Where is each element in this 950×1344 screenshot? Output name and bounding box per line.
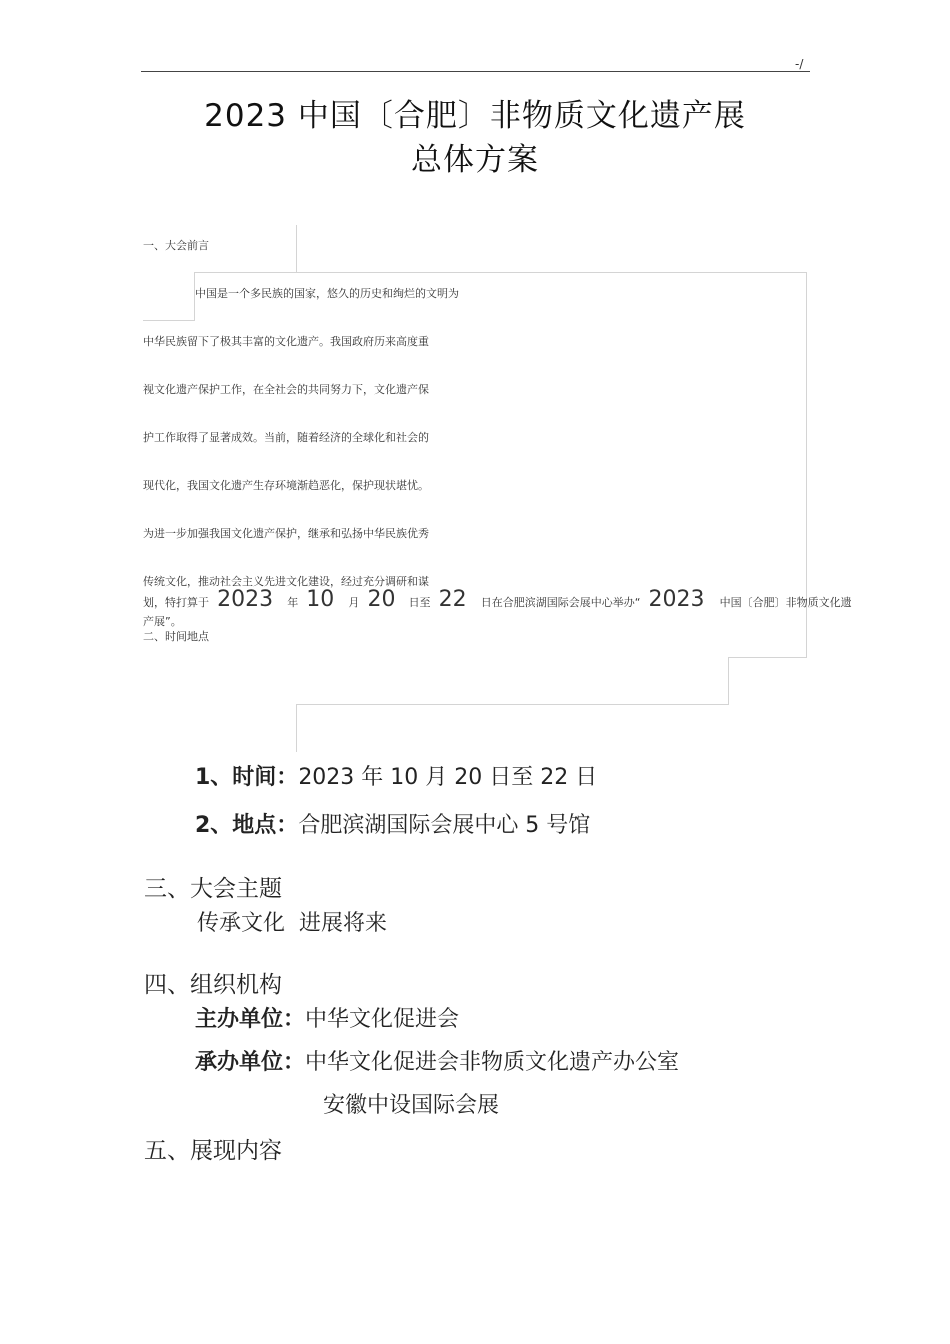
frame-line (296, 704, 729, 705)
place-value: 合肥滨湖国际会展中心 5 号馆 (298, 813, 591, 838)
paragraph-line: 护工作取得了显著成效。当前，随着经济的全球化和社会的 (143, 431, 429, 444)
paragraph-line: 视文化遗产保护工作，在全社会的共同努力下，文化遗产保 (143, 383, 429, 396)
plan-day-end: 22 (438, 587, 467, 612)
plan-text: 划，特打算于 (143, 596, 209, 609)
host-value: 中华文化促进会 (305, 1007, 460, 1032)
frame-line (143, 320, 195, 321)
page-corner-mark: -/ (795, 57, 804, 71)
frame-line (728, 657, 807, 658)
time-row (195, 760, 597, 791)
header-rule (141, 71, 810, 72)
organizer-value-2: 安徽中设国际会展 (323, 1093, 500, 1118)
frame-line (296, 225, 297, 272)
plan-text: 日至 (408, 596, 431, 609)
section-heading-preface: 一、大会前言 (143, 239, 209, 252)
plan-year-2: 2023 (648, 587, 705, 612)
time-label: 1、时间： (195, 765, 299, 790)
organizer-row (195, 1045, 679, 1076)
host-row (195, 1002, 459, 1033)
plan-month: 10 (306, 587, 335, 612)
document-subtitle: 总体方案 (411, 142, 539, 178)
place-label: 2、地点： (195, 813, 299, 838)
plan-day-start: 20 (367, 587, 396, 612)
section-heading-content: 五、展现内容 (144, 1138, 282, 1164)
paragraph-line: 现代化，我国文化遗产生存环境渐趋恶化，保护现状堪忧。 (143, 479, 429, 492)
plan-text: 日在合肥滨湖国际会展中心举办“ (480, 596, 641, 609)
time-value: 2023 年 10 月 20 日至 22 日 (298, 765, 598, 790)
plan-text: 月 (348, 596, 360, 609)
plan-line-tail: 产展”。 (143, 615, 182, 628)
organizer-label: 承办单位： (195, 1050, 306, 1075)
section-heading-time-place: 二、时间地点 (143, 630, 209, 643)
paragraph-line: 传统文化，推动社会主义先进文化建设，经过充分调研和谋 (143, 575, 429, 588)
section-heading-organization: 四、组织机构 (144, 972, 282, 998)
section-heading-theme: 三、大会主题 (144, 876, 282, 902)
frame-line (296, 704, 297, 752)
frame-line (194, 272, 807, 273)
plan-year: 2023 (217, 587, 274, 612)
plan-line (143, 587, 852, 612)
frame-line (728, 657, 729, 704)
plan-text: 中国〔合肥〕非物质文化遗 (719, 596, 852, 609)
theme-text: 传承文化 进展将来 (197, 911, 387, 936)
plan-text: 年 (287, 596, 299, 609)
paragraph-line: 中华民族留下了极其丰富的文化遗产。我国政府历来高度重 (143, 335, 429, 348)
document-title: 2023 中国〔合肥〕非物质文化遗产展 (204, 98, 746, 134)
place-row (195, 808, 590, 839)
paragraph-line: 中国是一个多民族的国家，悠久的历史和绚烂的文明为 (195, 287, 459, 300)
paragraph-line: 为进一步加强我国文化遗产保护，继承和弘扬中华民族优秀 (143, 527, 429, 540)
host-label: 主办单位： (195, 1007, 306, 1032)
organizer-value: 中华文化促进会非物质文化遗产办公室 (305, 1050, 680, 1075)
